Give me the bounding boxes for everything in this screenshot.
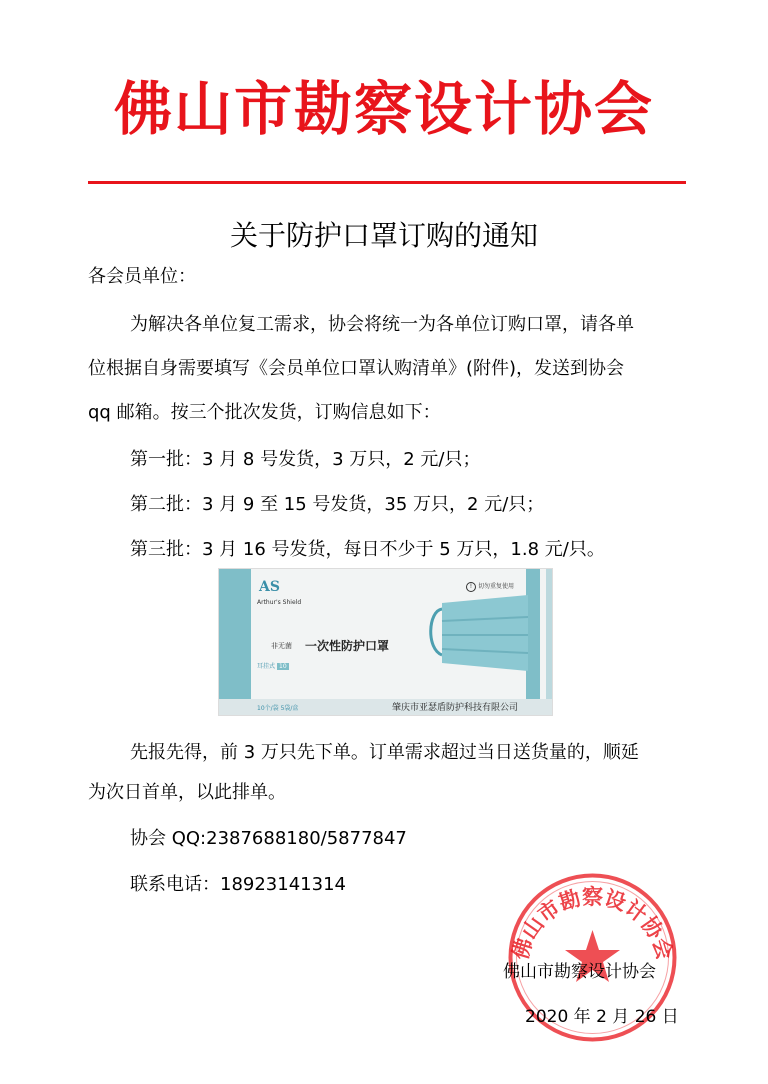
warning-text: 切勿重复使用 <box>477 583 514 590</box>
product-name: 一次性防护口罩 <box>305 639 390 653</box>
seal-text: 佛山市勘察设计协会 <box>507 884 678 963</box>
box-left-band <box>219 569 251 699</box>
box-right-edge <box>546 569 552 715</box>
company-name: 肇庆市亚瑟盾防护科技有限公司 <box>391 703 518 713</box>
para1-line2: 位根据自身需要填写《会员单位口罩认购清单》(附件)，发送到协会 <box>88 358 625 379</box>
phone-contact: 联系电话：18923141314 <box>130 874 346 895</box>
mask-illustration <box>424 591 532 673</box>
type-badge: 10 <box>279 663 287 670</box>
mask-product-image <box>218 568 553 716</box>
sterile-label: 非无菌 <box>271 642 292 650</box>
batch-3: 第三批：3 月 16 号发货，每日不少于 5 万只，1.8 元/只。 <box>130 539 605 560</box>
para2-line1: 先报先得，前 3 万只先下单。订单需求超过当日送货量的，顺延 <box>130 742 639 763</box>
signature-org: 佛山市勘察设计协会 <box>503 962 656 982</box>
header-divider <box>88 181 686 184</box>
para2-line2: 为次日首单，以此排单。 <box>88 782 286 803</box>
notice-title: 关于防护口罩订购的通知 <box>229 219 538 252</box>
type-label <box>257 661 289 670</box>
signature-date: 2020 年 2 月 26 日 <box>525 1007 679 1027</box>
para1-line3: qq 邮箱。按三个批次发货，订购信息如下： <box>88 402 441 423</box>
type-text: 耳挂式 <box>257 663 276 670</box>
qq-contact: 协会 QQ:2387688180/5877847 <box>130 828 407 849</box>
warning-icon: ! <box>466 582 476 592</box>
batch-1: 第一批：3 月 8 号发货，3 万只，2 元/只； <box>130 449 481 470</box>
brand-name: Arthur's Shield <box>257 599 302 606</box>
brand-logo: AS <box>259 579 280 595</box>
org-header-title: 佛山市勘察设计协会 <box>113 75 654 143</box>
quantity-text: 10个/袋 5袋/盒 <box>257 705 299 712</box>
batch-2: 第二批：3 月 9 至 15 号发货，35 万只，2 元/只； <box>130 494 545 515</box>
salutation: 各会员单位： <box>88 266 196 287</box>
para1-line1: 为解决各单位复工需求，协会将统一为各单位订购口罩，请各单 <box>130 314 634 335</box>
